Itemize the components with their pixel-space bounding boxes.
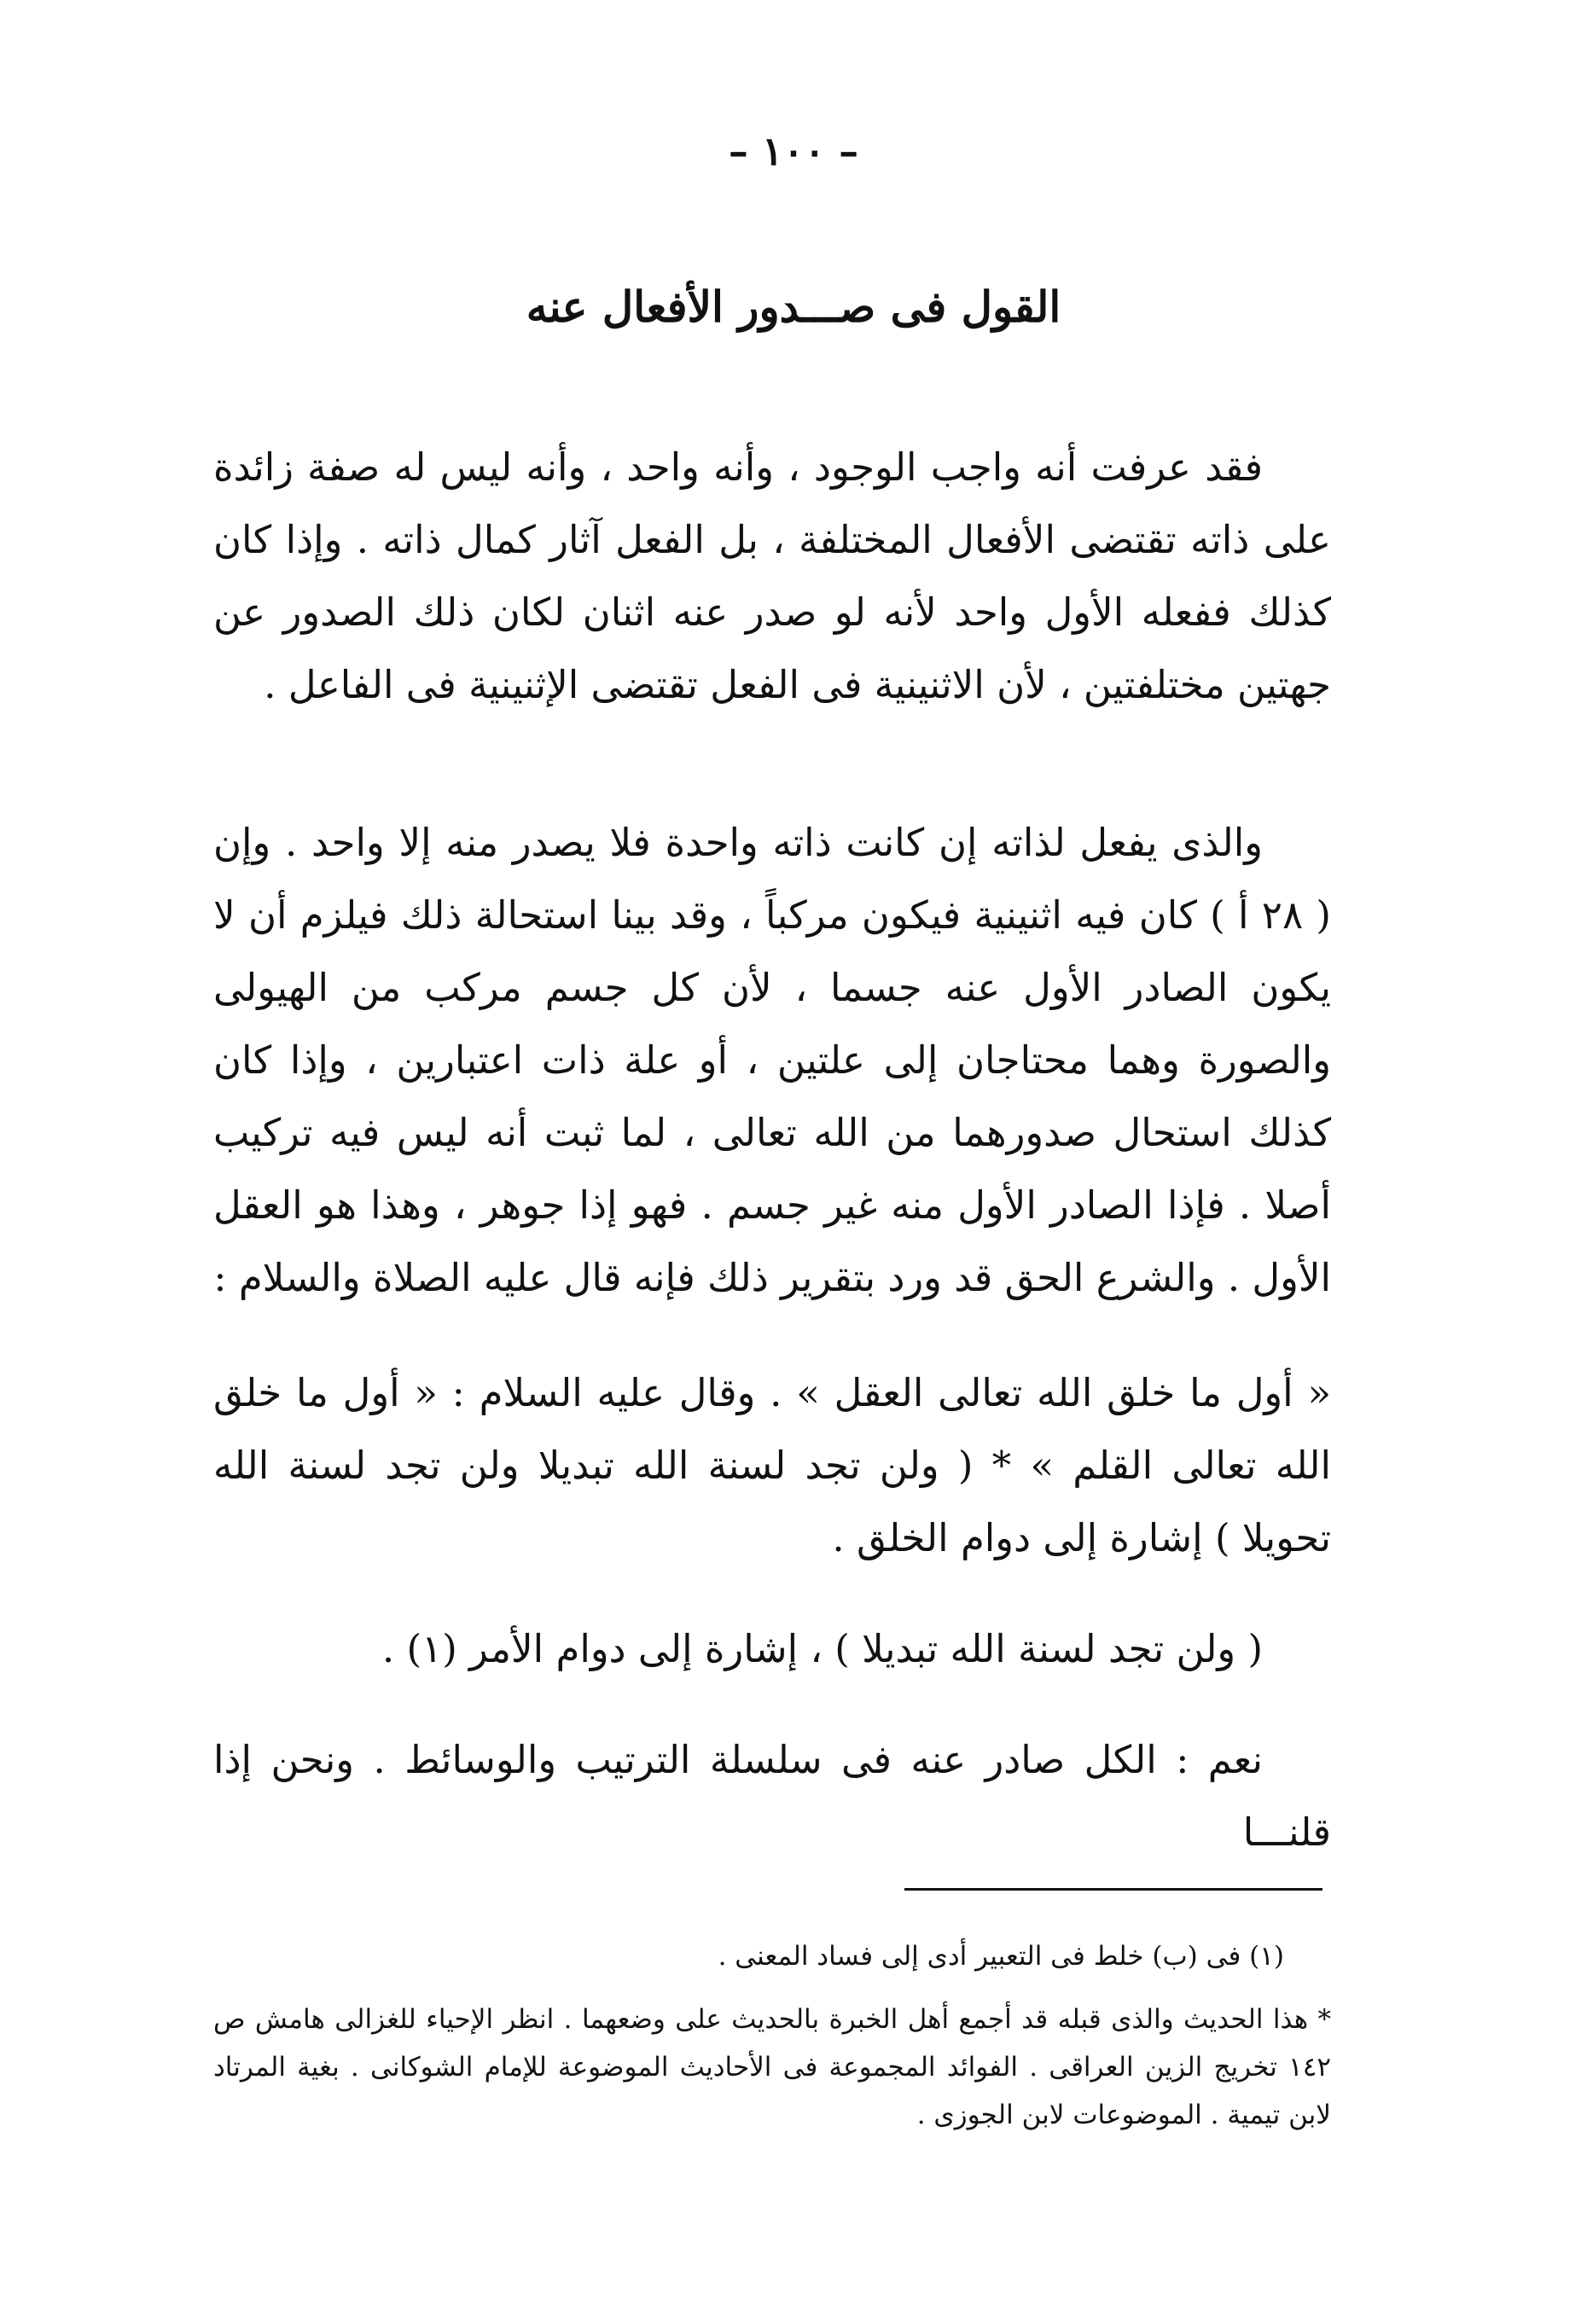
chapter-title: القول فى صـــدور الأفعال عنه [526,282,1061,332]
paragraph-2 [213,806,1331,1314]
page-number: – ١٠٠ – [728,128,859,174]
paragraph-2-text: والذى يفعل لذاته إن كانت ذاته واحدة فلا يصدر منه إلا واحد . وإن ( ٢٨ أ ) كان فيه اثنينية فيكون مركباً ، وقد بينا استحالة ذلك فيلزم أن لا يكون الصادر الأول عنه جسما ، لأن كل جسم مركب من الهيولى والصورة وهما محتاجان إلى علتين ، أو علة ذات اعتبارين ، وإذا كان كذلك استحال صدورهما من الله تعالى ، لما ثبت أنه ليس فيه تركيب أصلا . فإذا الصادر الأول منه غير جسم . فهو إذا جوهر ، وهذا هو العقل الأول . والشرع الحق قد ورد بتقرير ذلك فإنه قال عليه الصلاة والسلام : [213,820,1331,1300]
paragraph-5 [213,1723,1331,1868]
footnote-2: * هذا الحديث والذى قبله قد أجمع أهل الخبرة بالحديث على وضعهما . انظر الإحياء للغزالى هامش ص ١٤٢ تخريج الزين العراقى . الفوائد المجموعة فى الأحاديث الموضوعة للإمام الشوكانى . بغية المرتاد لابن تيمية . الموضوعات لابن الجوزى . [213,2004,1331,2130]
paragraph-3 [213,1357,1331,1574]
paragraph-3-text: « أول ما خلق الله تعالى العقل » . وقال عليه السلام : « أول ما خلق الله تعالى القلم » * ( ولن تجد لسنة الله تبديلا ولن تجد لسنة الله تحويلا ) إشارة إلى دوام الخلق . [213,1370,1331,1560]
paragraph-5-text: نعم : الكل صادر عنه فى سلسلة الترتيب والوسائط . ونحن إذا قلنـــا [213,1737,1331,1855]
paragraph-4 [213,1612,1331,1685]
footnotes [213,1932,1331,2139]
footnote-1: (١) فى (ب) خلط فى التعبير أدى إلى فساد المعنى . [718,1941,1284,1972]
paragraph-1 [213,431,1331,721]
footnote-separator [904,1888,1322,1891]
paragraph-4-text: ( ولن تجد لسنة الله تبديلا ) ، إشارة إلى دوام الأمر (١) . [381,1626,1263,1671]
paragraph-1-text: فقد عرفت أنه واجب الوجود ، وأنه واحد ، وأنه ليس له صفة زائدة على ذاته تقتضى الأفعال المختلفة ، بل الفعل آثار كمال ذاته . وإذا كان كذلك ففعله الأول واحد لأنه لو صدر عنه اثنان لكان ذلك الصدور عن جهتين مختلفتين ، لأن الاثنينية فى الفعل تقتضى الإثنينية فى الفاعل . [213,444,1331,707]
